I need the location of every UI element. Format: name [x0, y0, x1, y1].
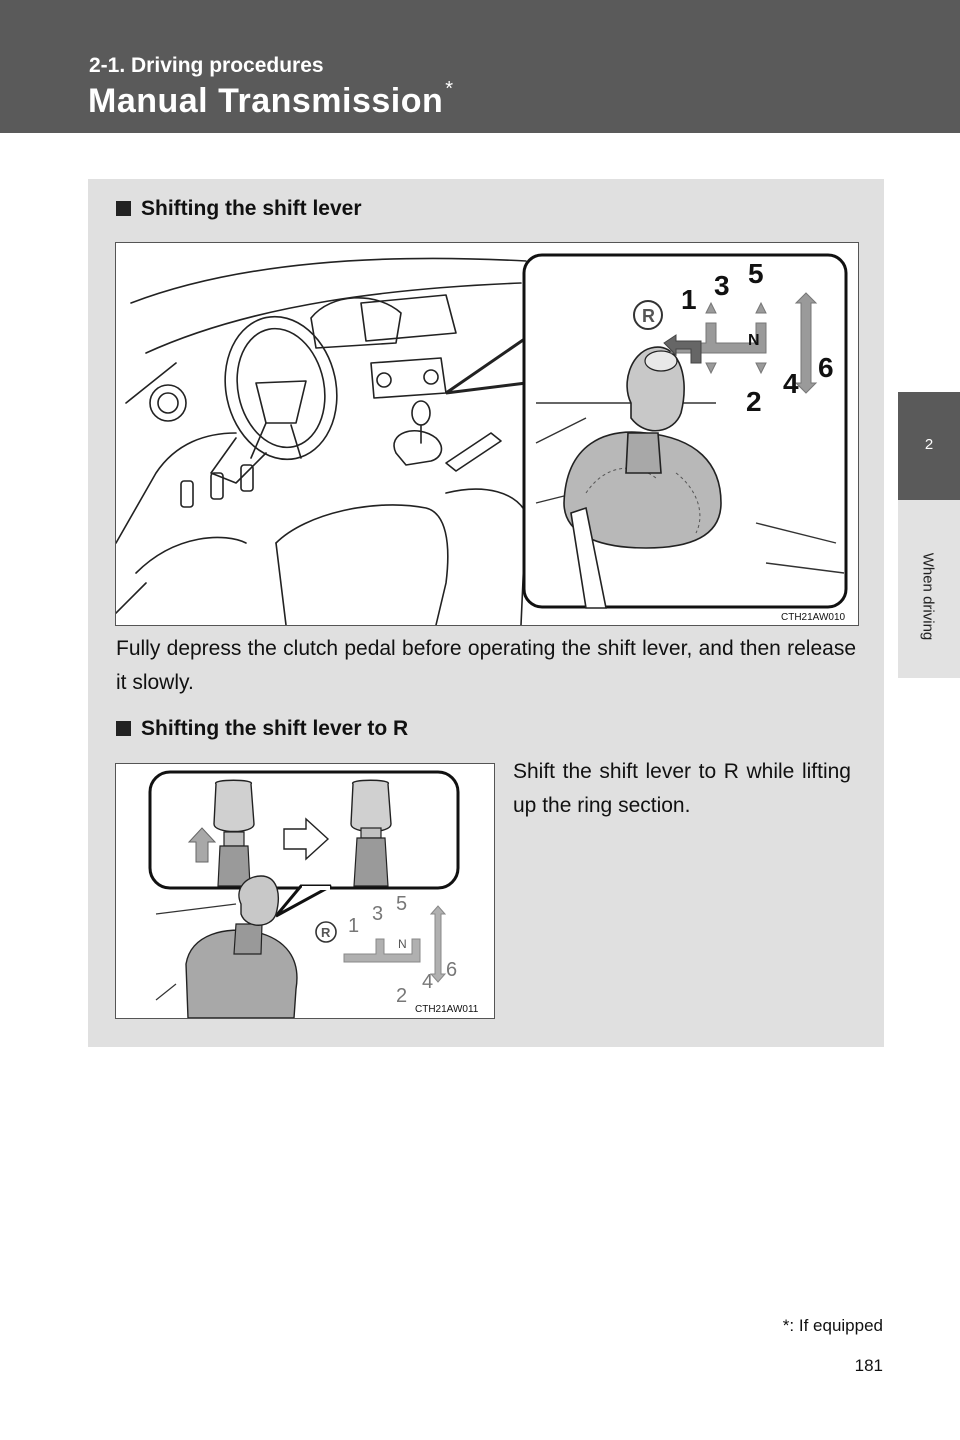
svg-text:N: N	[398, 937, 407, 951]
section-label: 2-1. Driving procedures	[89, 54, 324, 77]
paragraph-shift-to-r: Shift the shift lever to R while lifting up the ring section.	[513, 760, 851, 817]
square-bullet-icon	[116, 721, 131, 736]
figure-code-2: CTH21AW011	[415, 1004, 479, 1015]
svg-text:5: 5	[748, 258, 764, 289]
figure-code-1: CTH21AW010	[781, 612, 846, 623]
chapter-label: When driving	[919, 552, 937, 641]
gear-label-reverse: R	[642, 306, 655, 326]
svg-text:2: 2	[396, 985, 408, 1007]
subheading-shifting-text: Shifting the shift lever	[141, 197, 362, 220]
svg-text:6: 6	[818, 352, 834, 383]
subheading-shift-to-r-text: Shifting the shift lever to R	[141, 717, 409, 740]
svg-text:1: 1	[681, 284, 697, 315]
asterisk-icon: *	[445, 78, 454, 100]
square-bullet-icon	[116, 201, 131, 216]
svg-text:6: 6	[446, 959, 458, 981]
page-title-text: Manual Transmission	[88, 82, 444, 120]
svg-text:4: 4	[422, 971, 434, 993]
interior-illustration	[116, 243, 858, 625]
page-header	[0, 0, 960, 133]
svg-text:4: 4	[783, 368, 799, 399]
footnote-text: : If equipped	[789, 1316, 883, 1335]
svg-text:1: 1	[348, 915, 360, 937]
svg-text:3: 3	[714, 270, 730, 301]
paragraph-clutch: Fully depress the clutch pedal before operating the shift lever, and then release it slowly.	[116, 637, 856, 694]
footnote	[783, 1316, 883, 1336]
subheading-shifting	[116, 197, 362, 221]
svg-text:N: N	[748, 332, 760, 349]
subheading-shift-to-r	[116, 717, 408, 741]
asterisk-icon: *	[782, 1316, 790, 1335]
page-title	[88, 78, 454, 121]
svg-text:5: 5	[396, 893, 408, 915]
figure-shift-lever-interior	[115, 242, 859, 626]
page-number: 181	[854, 1356, 883, 1375]
svg-text:2: 2	[746, 386, 762, 417]
chapter-number: 2	[924, 436, 934, 453]
figure-shift-to-r	[115, 763, 495, 1019]
reverse-illustration	[116, 764, 494, 1018]
svg-text:3: 3	[372, 903, 384, 925]
svg-text:R: R	[321, 925, 331, 940]
